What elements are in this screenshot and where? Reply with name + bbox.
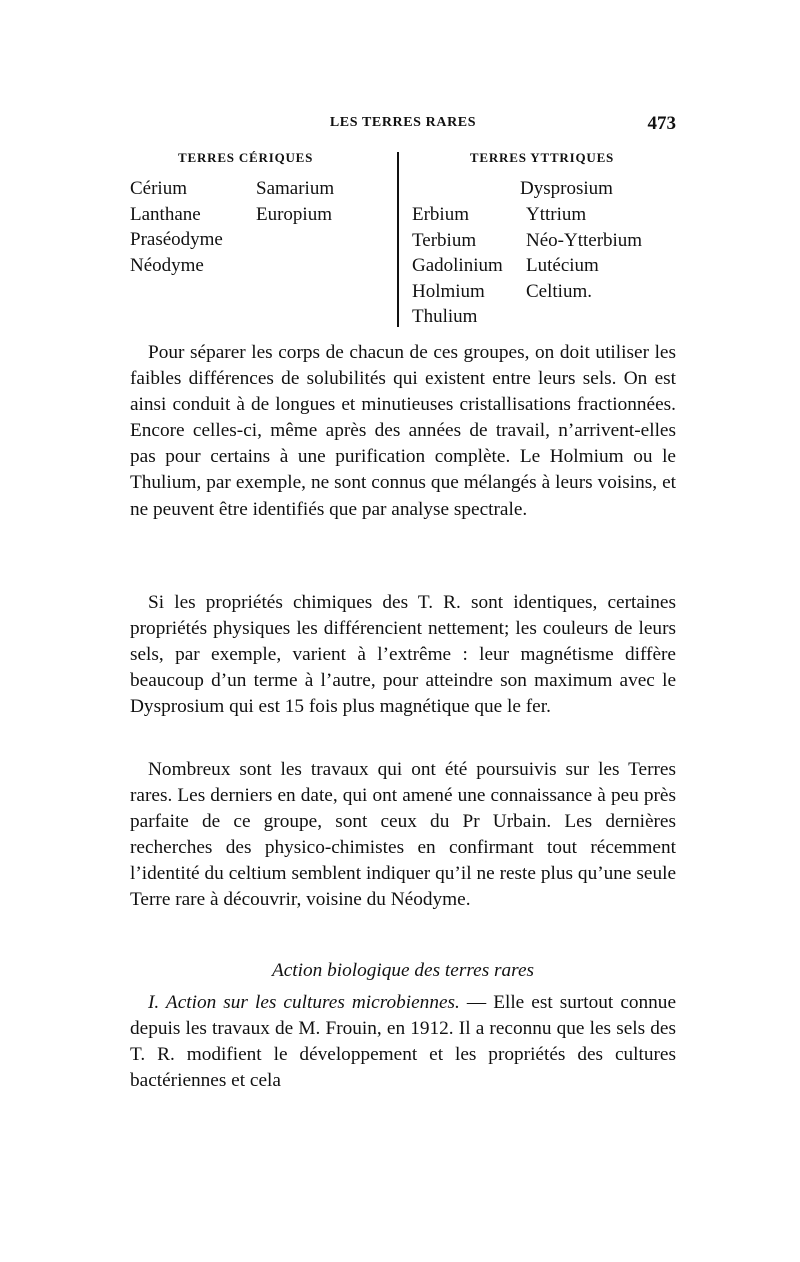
element-name: Erbium: [412, 204, 469, 225]
element-name: Dysprosium: [520, 178, 613, 199]
yttric-earths-column: [402, 150, 676, 330]
table-row: [130, 253, 396, 279]
table-row: [402, 304, 676, 330]
table-row: [402, 279, 676, 305]
table-row: [402, 228, 676, 254]
element-name: Praséodyme: [130, 229, 223, 250]
table-row: [402, 253, 676, 279]
subsection-label: I. Action sur les cultures microbiennes.: [148, 992, 460, 1013]
table-row: [402, 202, 676, 228]
column-divider: [397, 152, 399, 327]
element-name: Cérium: [130, 178, 187, 199]
element-name: Lanthane: [130, 203, 201, 225]
body-paragraph: [130, 757, 676, 914]
paragraph-text: Si les propriétés chimiques des T. R. sont identiques, certaines propriétés physiques les différencient nettement; les couleurs de leurs sels, par exemple, varient à l’extrême : leur magnétisme diffère beaucoup d’un terme à l’autre, pour atteindre son maximum avec le Dysprosium qui est 15 fois plus magnétique que le fer.: [130, 592, 676, 718]
rare-earths-table: [130, 150, 676, 330]
paragraph-text: Nombreux sont les travaux qui ont été poursuivis sur les Terres rares. Les derniers en date, qui ont amené une connaissance à peu près parfaite de ce groupe, sont ceux du Pr Urbain. Les dernières recherches des physico-chimistes en confirmant tout récemment l’identité du celtium semblent indiquer qu’il ne reste plus qu’une seule Terre rare à découvrir, voisine du Néodyme.: [130, 759, 676, 911]
ceric-earths-heading: TERRES CÉRIQUES: [178, 150, 314, 165]
element-name: Celtium.: [526, 280, 592, 302]
element-name: Néo-Ytterbium: [526, 229, 643, 251]
section-title: Action biologique des terres rares: [271, 960, 535, 981]
element-name: Lutécium: [526, 255, 599, 276]
element-name: Néodyme: [130, 254, 204, 276]
paragraph-text: [130, 990, 676, 1094]
element-name: Gadolinium: [412, 255, 503, 276]
table-row: [130, 227, 396, 253]
page-number: 473: [647, 113, 676, 134]
table-row: [402, 176, 676, 202]
yttric-earths-heading: TERRES YTTRIQUES: [469, 150, 615, 165]
element-name: Yttrium: [526, 204, 587, 225]
body-paragraph: [130, 590, 676, 720]
body-paragraph: [130, 340, 676, 523]
paragraph-text: Pour séparer les corps de chacun de ces groupes, on doit utiliser les faibles différences de solubilités qui existent entre leurs sels. On est ainsi conduit à de longues et minutieuses cristallisations fractionnées. Encore celles-ci, même après des années de travail, n’arrivent-elles pas pour certains à une purification complète. Le Holmium ou le Thulium, par exemple, ne sont connus que mélangés à leurs voisins, et ne peuvent être identifiés que par analyse spectrale.: [130, 342, 676, 520]
element-name: Terbium: [412, 229, 477, 251]
page-header: [130, 115, 676, 139]
running-title: LES TERRES RARES: [329, 115, 477, 130]
table-row: [130, 202, 396, 228]
table-row: [130, 176, 396, 202]
element-name: Holmium: [412, 280, 485, 302]
element-name: Thulium: [412, 306, 478, 327]
body-paragraph: [130, 990, 676, 1094]
ceric-earths-column: [130, 150, 396, 278]
subsection-text: — Elle est surtout connue depuis les travaux de M. Frouin, en 1912. Il a reconnu que les sels des T. R. modifient le développement et les propriétés des cultures bactériennes et cela: [130, 992, 676, 1092]
element-name: Europium: [256, 203, 332, 225]
element-name: Samarium: [256, 178, 335, 199]
